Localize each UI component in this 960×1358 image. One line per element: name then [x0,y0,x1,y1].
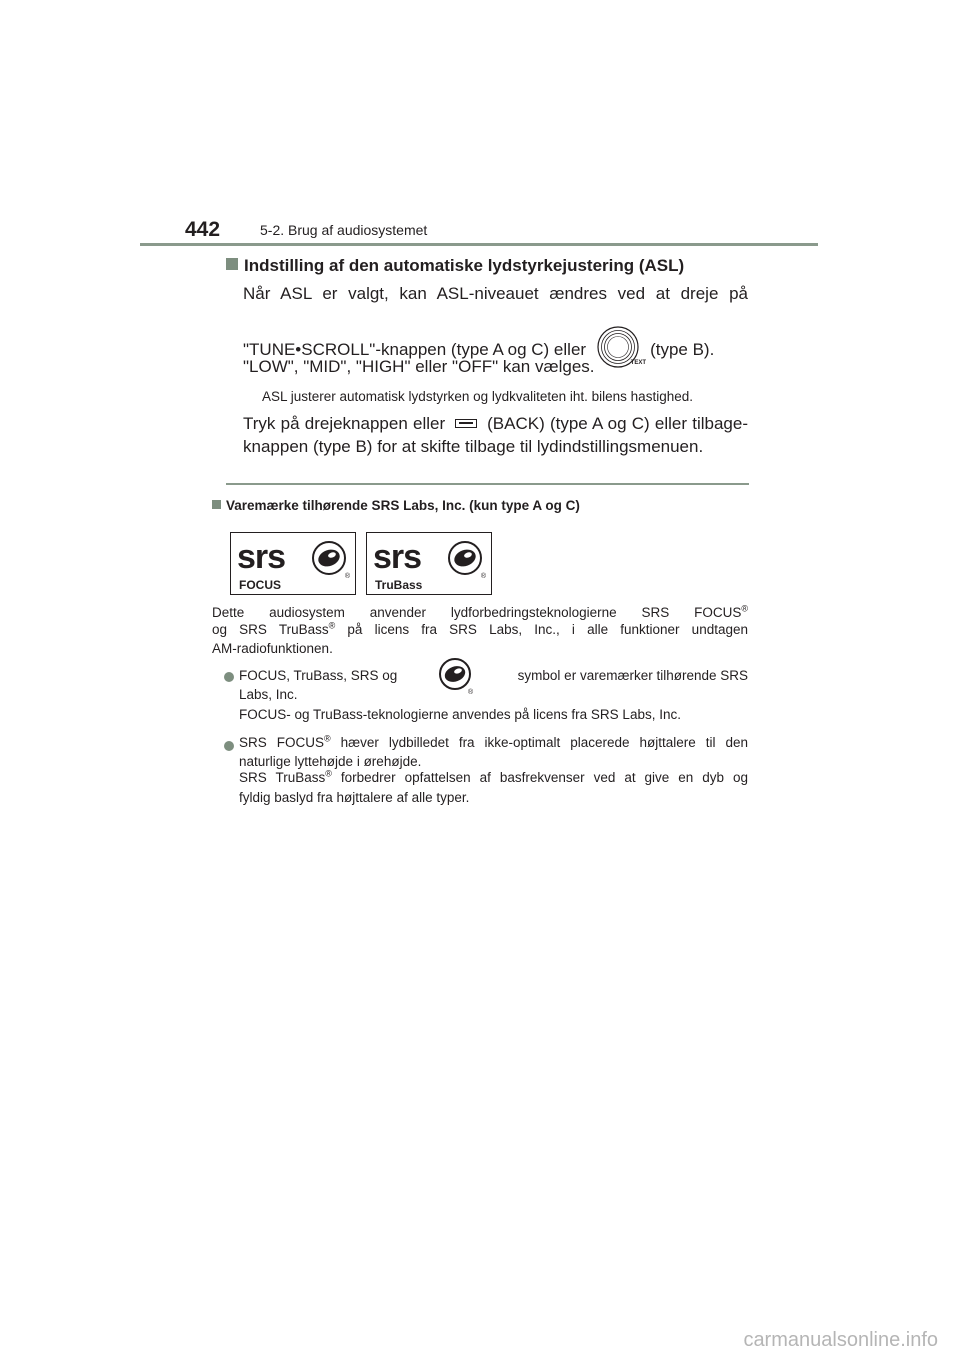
bullet-2-text-b: hæver lydbilledet fra ikke-optimalt placerede højttalere til den [330,735,748,750]
asl-paragraph-5: knappen (type B) for at skifte tilbage til lydindstillingsmenuen. [243,437,704,456]
bullet-2-line-3 [239,770,748,787]
srs-logo-text: srs [373,538,422,576]
logo-subtitle-trubass: TruBass [375,578,423,592]
bullet-2-text-a: SRS FOCUS [239,735,324,750]
watermark: carmanualsonline.info [743,1329,938,1351]
trademark-heading [212,498,580,513]
round-bullet-icon [224,741,234,751]
square-bullet-icon [226,258,238,270]
registered-mark: ® [323,733,331,744]
tune-knob-icon [596,325,647,369]
bullet-1-line-3: FOCUS- og TruBass-teknologierne anvendes på licens fra SRS Labs, Inc. [239,707,681,722]
bullet-1-text-b: symbol er varemærker tilhørende SRS [517,668,748,683]
svg-text:®: ® [468,689,474,696]
tm-p2-text-a: og SRS TruBass [212,622,329,637]
header-rule [140,243,818,246]
asl-paragraph-1: Når ASL er valgt, kan ASL-niveauet ændres ved at dreje på [243,284,748,303]
trademark-heading-text: Varemærke tilhørende SRS Labs, Inc. (kun type A og C) [226,498,580,513]
bullet-2-line-2: naturlige lyttehøjde i ørehøjde. [239,754,422,769]
registered-mark: ® [325,768,332,779]
asl-paragraph-4-end: (BACK) (type A og C) eller tilbage- [487,414,748,433]
bullet-2-line-1 [239,735,748,752]
asl-heading-text: Indstilling af den automatiske lydstyrkejustering (ASL) [244,256,685,275]
registered-mark: ® [328,620,336,631]
section-title: 5-2. Brug af audiosystemet [260,222,428,238]
bullet-1-text-a: FOCUS, TruBass, SRS og [239,668,398,683]
bullet-1-line-1 [239,668,748,696]
asl-paragraph-3: "LOW", "MID", "HIGH" eller "OFF" kan vælges. [243,357,595,376]
round-bullet-icon [224,672,234,682]
knob-text-label: TEXT [630,360,647,366]
asl-paragraph-2-start: "TUNE•SCROLL"-knappen (type A og C) eller [243,340,587,359]
registered-mark: ® [344,573,350,580]
asl-paragraph-4 [243,413,748,435]
srs-logo-text: srs [237,538,286,576]
srs-eye-icon [311,540,347,576]
bullet-2-line-4: fyldig baslyd fra højttalere af alle typer. [239,790,470,805]
registered-mark: ® [741,603,748,614]
srs-focus-logo [230,532,356,595]
page-number: 442 [185,218,221,241]
asl-heading [226,256,684,276]
bullet-2-text-c: SRS TruBass [239,770,326,785]
tm-p1-text: Dette audiosystem anvender lydforbedringsteknologierne SRS FOCUS [212,605,742,620]
bullet-2-text-d: forbedrer opfattelsen af basfrekvenser ved at give en dyb og [331,770,748,785]
section-rule [226,483,749,485]
bullet-1-line-2: Labs, Inc. [239,687,298,702]
logo-subtitle-focus: FOCUS [239,578,281,592]
trademark-paragraph-line-3: AM-radiofunktionen. [212,641,333,656]
srs-eye-icon [447,540,483,576]
tm-p2-text-b: på licens fra SRS Labs, Inc., i alle funktioner undtagen [335,622,748,637]
square-bullet-icon [212,500,221,509]
asl-paragraph-2-end: (type B). [650,340,715,359]
registered-mark: ® [480,573,486,580]
asl-paragraph-4-start: Tryk på drejeknappen eller [243,414,446,433]
asl-note: ASL justerer automatisk lydstyrken og lydkvaliteten iht. bilens hastighed. [262,389,693,404]
srs-trubass-logo [366,532,492,595]
srs-symbol-icon [435,656,479,696]
trademark-paragraph-line-2 [212,622,748,639]
trademark-paragraph-line-1 [212,605,748,622]
back-button-icon [455,419,477,428]
